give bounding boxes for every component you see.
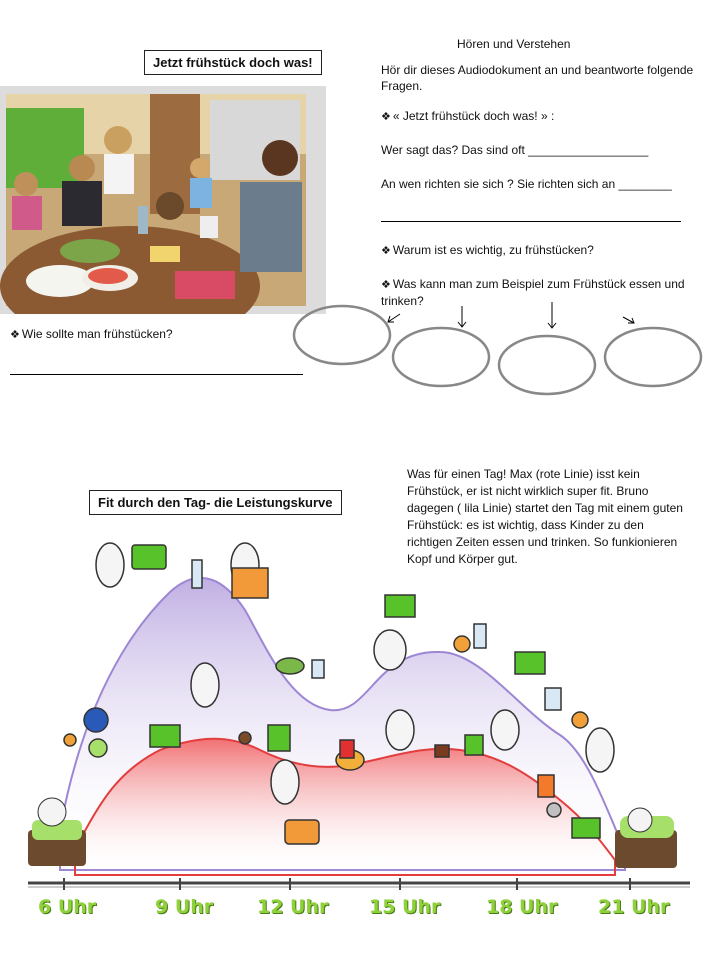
question-2-text: Warum ist es wichtig, zu frühstücken?: [392, 243, 594, 257]
question-1-line-2: An wen richten sie sich ? Sie richten sich an ________: [381, 177, 672, 191]
bed-right-icon: [615, 808, 677, 868]
diamond-bullet-icon: ❖: [381, 111, 391, 123]
question-4: [10, 326, 173, 343]
diamond-bullet-icon: ❖: [381, 279, 391, 291]
arrow-icon: [548, 302, 556, 328]
answer-oval-1[interactable]: [294, 306, 390, 364]
question-2: [381, 242, 594, 259]
diamond-bullet-icon: ❖: [381, 245, 391, 257]
question-3-text: Was kann man zum Beispiel zum Frühstück essen und trinken?: [381, 277, 685, 308]
answer-ovals: [290, 300, 710, 400]
answer-line-1[interactable]: [381, 221, 681, 222]
question-4-text: Wie sollte man frühstücken?: [21, 327, 173, 341]
answer-oval-3[interactable]: [499, 336, 595, 394]
answer-oval-2[interactable]: [393, 328, 489, 386]
instruction-text: Hör dir dieses Audiodokument an und beantworte folgende Fragen.: [381, 63, 694, 93]
breakfast-photo: [0, 86, 326, 314]
arrow-icon: [388, 314, 400, 322]
time-label-12: 12 Uhr: [257, 896, 329, 918]
arrow-icon: [623, 317, 634, 323]
arrow-icon: [458, 306, 466, 327]
performance-curve-illustration: [0, 520, 720, 900]
header-hoeren-und-verstehen: Hören und Verstehen: [457, 37, 571, 51]
answer-line-2[interactable]: [10, 374, 303, 375]
answer-oval-4[interactable]: [605, 328, 701, 386]
time-label-15: 15 Uhr: [369, 896, 441, 918]
breakfast-photo-drawing: [0, 86, 326, 314]
time-label-21: 21 Uhr: [598, 896, 670, 918]
time-label-6: 6 Uhr: [38, 896, 97, 918]
time-label-9: 9 Uhr: [155, 896, 214, 918]
question-1-title: [381, 108, 554, 125]
title-box-fruehstueck: Jetzt frühstück doch was!: [144, 50, 322, 75]
question-1-line-1: Wer sagt das? Das sind oft __________________: [381, 143, 649, 157]
time-label-18: 18 Uhr: [486, 896, 558, 918]
diamond-bullet-icon: ❖: [10, 329, 20, 341]
description-text: Was für einen Tag! Max (rote Linie) isst kein Frühstück, er ist nicht wirklich super fit. Bruno dagegen ( lila Linie) startet den Tag mit einem guten Frühstück: es ist wichtig, dass Kinder zu den richtigen Zeiten essen und trinken. So funkionieren Kopf und Körper gut.: [407, 467, 683, 566]
title-box-leistungskurve: Fit durch den Tag- die Leistungskurve: [89, 490, 342, 515]
question-1-title-text: « Jetzt frühstück doch was! » :: [392, 109, 555, 123]
